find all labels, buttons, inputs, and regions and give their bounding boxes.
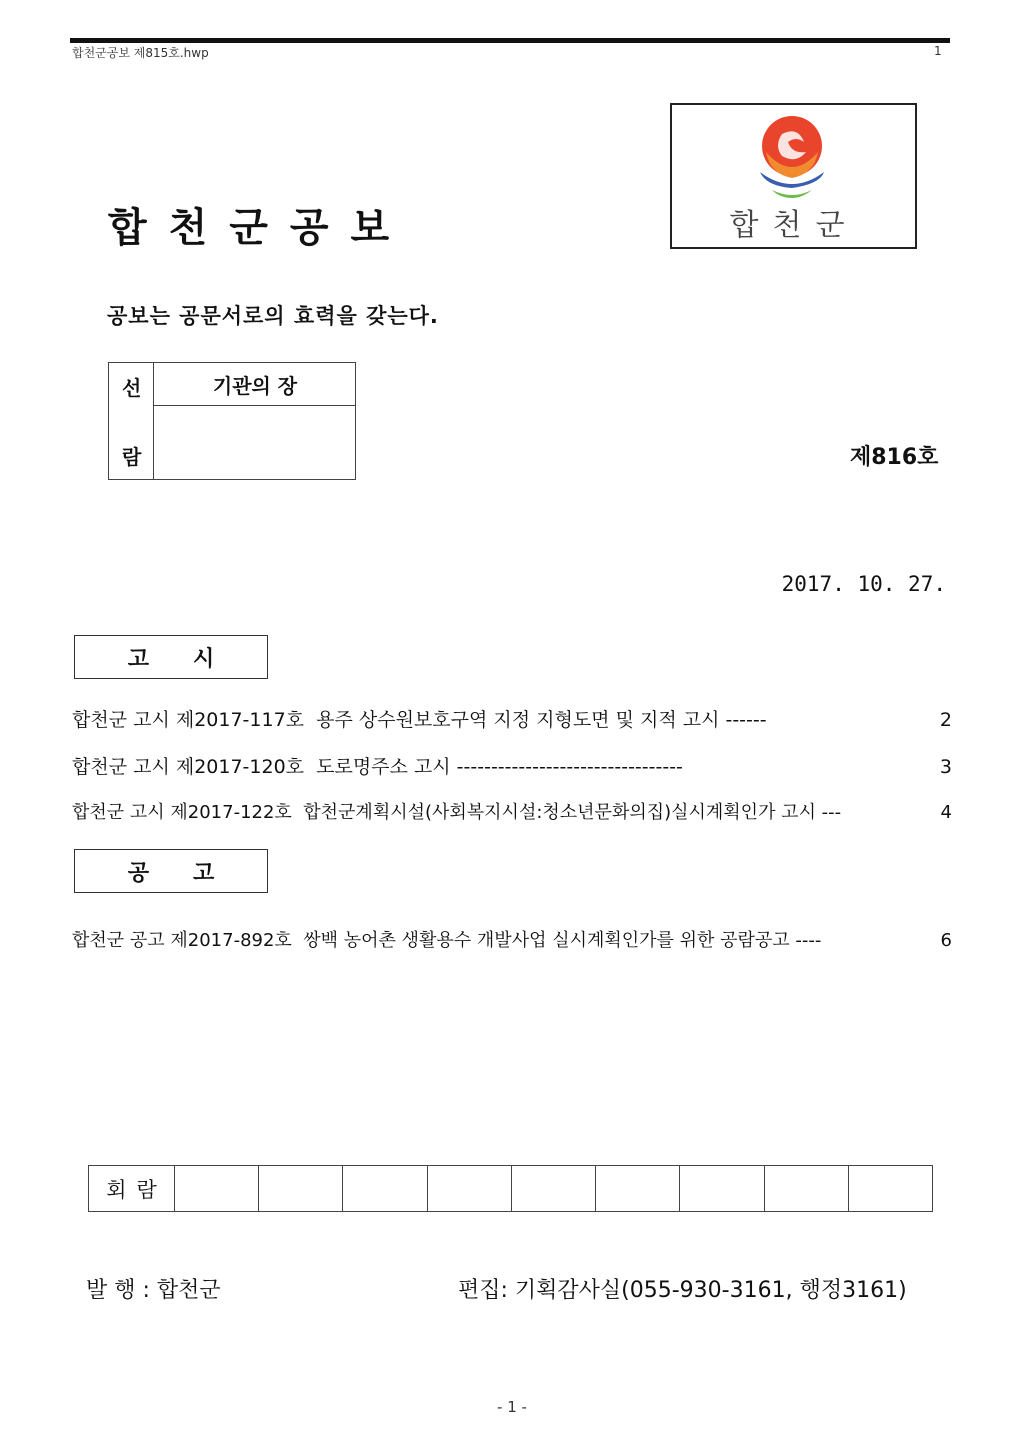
toc-entry-page: 3	[939, 756, 952, 778]
circulation-cell	[511, 1166, 595, 1211]
approval-column-header: 기관의 장	[212, 374, 298, 398]
toc-entry-text: 합천군 고시 제2017-117호 용주 상수원보호구역 지정 지형도면 및 지적 고시 ------	[72, 709, 767, 731]
circulation-cell	[342, 1166, 426, 1211]
county-emblem-icon	[752, 112, 832, 204]
issue-number: 제816호	[850, 445, 939, 470]
circulation-cell	[174, 1166, 258, 1211]
circulation-label: 회람	[106, 1177, 167, 1202]
toc-entry[interactable]	[72, 798, 952, 824]
toc-entry[interactable]	[72, 752, 952, 779]
publisher: 발 행 : 합천군	[86, 1278, 221, 1303]
logo-text: 합천군	[729, 208, 859, 243]
toc-entry[interactable]	[72, 926, 952, 952]
circulation-cell	[679, 1166, 763, 1211]
toc-entry-text: 합천군 고시 제2017-120호 도로명주소 고시 ---------------------------------	[72, 756, 683, 778]
toc-entry-text: 합천군 고시 제2017-122호 합천군계획시설(사회복지시설:청소년문화의집)실시계획인가 고시 ---	[72, 802, 842, 823]
circulation-cell	[258, 1166, 342, 1211]
approval-label-bottom: 람	[122, 445, 142, 469]
circulation-cell	[848, 1166, 932, 1211]
file-name: 합천군공보 제815호.hwp	[72, 46, 209, 60]
section-heading-notice: 고시	[74, 635, 268, 679]
toc-entry-text: 합천군 공고 제2017-892호 쌍백 농어촌 생활용수 개발사업 실시계획인가를 위한 공람공고 ----	[72, 930, 822, 951]
emblem-green-leaf	[772, 190, 812, 198]
circulation-cell	[427, 1166, 511, 1211]
header-page-number: 1	[934, 44, 942, 58]
header-rule	[70, 38, 950, 43]
circulation-cell	[764, 1166, 848, 1211]
footer-page-number: - 1 -	[497, 1398, 527, 1416]
circulation-table	[88, 1165, 933, 1212]
legal-effect-statement: 공보는 공문서로의 효력을 갖는다.	[107, 304, 439, 328]
toc-entry-page: 2	[939, 709, 952, 731]
toc-entry[interactable]	[72, 705, 952, 732]
circulation-cell	[595, 1166, 679, 1211]
editor-contact: 편집: 기획감사실(055-930-3161, 행정3161)	[458, 1278, 907, 1303]
approval-row-divider	[154, 405, 355, 406]
issue-date: 2017. 10. 27.	[781, 572, 946, 596]
gazette-title: 합천군공보	[108, 205, 412, 251]
toc-entry-page: 4	[940, 802, 952, 823]
section-heading-announcement: 공고	[74, 849, 268, 893]
toc-entry-page: 6	[940, 930, 952, 951]
approval-label-top: 선	[122, 376, 142, 400]
